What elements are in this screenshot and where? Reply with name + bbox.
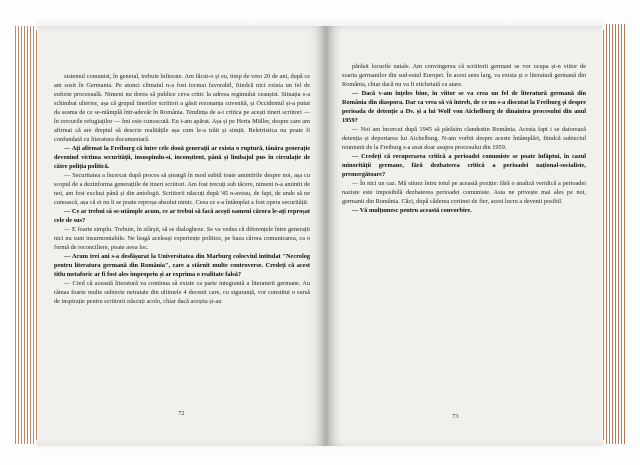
interview-question: — Vă mulțumesc pentru această convorbire. — [352, 207, 472, 214]
paragraph: — În nici un caz. Mă situez întru totul pe această poziție: fără o analiză veridică a perioadei naziste este imposibilă dezbaterea perioadei comuniste. Asta ne privește mai ales pe noi, germanii din România. Căci, după căderea cortinei de fier, acest lucru a devenit posibil. — [342, 180, 586, 205]
interview-question: — Credeți că recuperarea critică a perioadei comuniste se poate înfăptui, în cazul minorității germane, fără dezbaterea critică a perioadei național-socialiste, premergătoare? — [342, 153, 586, 178]
paragraph: sistemul comunist, în general, trebuie înfierate. Am făcut-o și eu, timp de vreo 20 de ani, după ce am sosit în Germania. Pe atunci climatul n-a fost tocmai favorabil, fiindcă nici exista un fel de euforie procesuală. Nimeni nu dorea să publice ceva critic la adresa regimului ceaușist. Situația s-a schimbat ulterior, așa că grupul tinerilor scriitori a găsit rezonanța cuvenită, și Occidentul și-a putut da seama de ce se-ntâmplă într-adevăr în România. Tendința de a-i critica pe acești tineri scriitori — în cercurile refugiaților — îmi este cunoscută. Eu i-am apărat. Așa și pe Herta Müller, despre care am afirmat că are dreptul să descrie realitățile așa cum le-a trăit și simțit. Beletristica nu poate fi confundată cu literatura documentară. — [54, 73, 310, 143]
interview-question: — Dacă v-am înțeles bine, în viitor se va crea un fel de literatură germană din România din diaspora. Dar ca vrea să vă întreb, de ce nu s-a discutat la Freiburg și despre perioada de detenție a Dv. și a lui Wolf von Aichelburg de dinaintea procesului din anul 1959? — [342, 90, 586, 124]
paragraph: — Securitatea a încercat după proces să șteargă în mod subtil toate amintirile despre noi, așa cu scopul de a dezinforma generațiile de tineri scriitori. Am fost trecuți sub tăcere, nimeni n-a amintit de noi, am fost excluși până și din antologii. Scriitorii născuți după '45 n-aveau, de fapt, de unde să ne cunoască, așa că ei nu li se poate reproșa absolut nimic. Ceea ce s-a întâmplat a fost opera securității. — [54, 172, 310, 206]
right-page — [326, 26, 602, 446]
paragraph: — Cred că această literatură va continua să existe ca parte integrantă a literaturii germane. Au rămas foarte multe subiecte netratate din ultimele 4 decenii care, cu siguranță, vor constitui o sursă de inspirație pentru scriitorii născuți acolo, chiar dacă aceștia și-au — [54, 280, 310, 305]
page-number: 72 — [178, 410, 185, 417]
paragraph: părăsit locurile natale. Am convingerea că scriitorii germani se vor ocupa și-n viitor de soarta germanilor din sud-estul Europei. În acest sens larg, va exista și o literatură germană din România, chiar dacă nu va fi etichetată ca atare. — [342, 63, 586, 88]
left-page-text — [54, 72, 310, 306]
page-edges-left — [14, 26, 40, 444]
page-edges-right — [602, 24, 626, 444]
open-book — [14, 16, 626, 452]
right-page-text — [342, 62, 586, 215]
left-page — [38, 26, 326, 446]
page-number: 73 — [452, 413, 459, 420]
interview-question: — Acum trei ani s-a desfășurat la Universitatea din Marburg colocviul intitulat "Necrolog pentru literatura germană din România", care a stârnit multe controverse. Credeți că acest titlu metaforic ar fi fost ales impropriu și ar exprima o realitate falsă? — [54, 253, 310, 278]
interview-question: — Ce ar trebui să se-ntâmple acum, ce ar trebui să facă acești oameni cărora le-ați reproșat cele de sus? — [54, 208, 310, 224]
paragraph: — E foarte simplu. Trebuie, în sfârșit, să se dialogheze. Se va vedea că diferențele între generații nici nu sunt insurmontabile. Ne leagă aceleași experiențe politice, pe baza cărora comunicarea, ca o formă de reconciliere, poate avea loc. — [54, 226, 310, 251]
paragraph: — Noi am încercat după 1945 să părăsim clandestin România. Acesta fapt i se datorează detenția și deportarea lui Aichelburg. N-am vorbit despre aceste întâmplări, fiindcă subiectul reuniunii de la Freiburg s-a axat doar asupra procesului din 1959. — [342, 126, 586, 151]
interview-question: — Ați afirmat la Freiburg că între cele două generații ar exista o ruptură, tânăra generație devenind victima securității, insuspindu-si, inconștient, până și limbajul pus în circulație de către poliția politică. — [54, 145, 310, 170]
